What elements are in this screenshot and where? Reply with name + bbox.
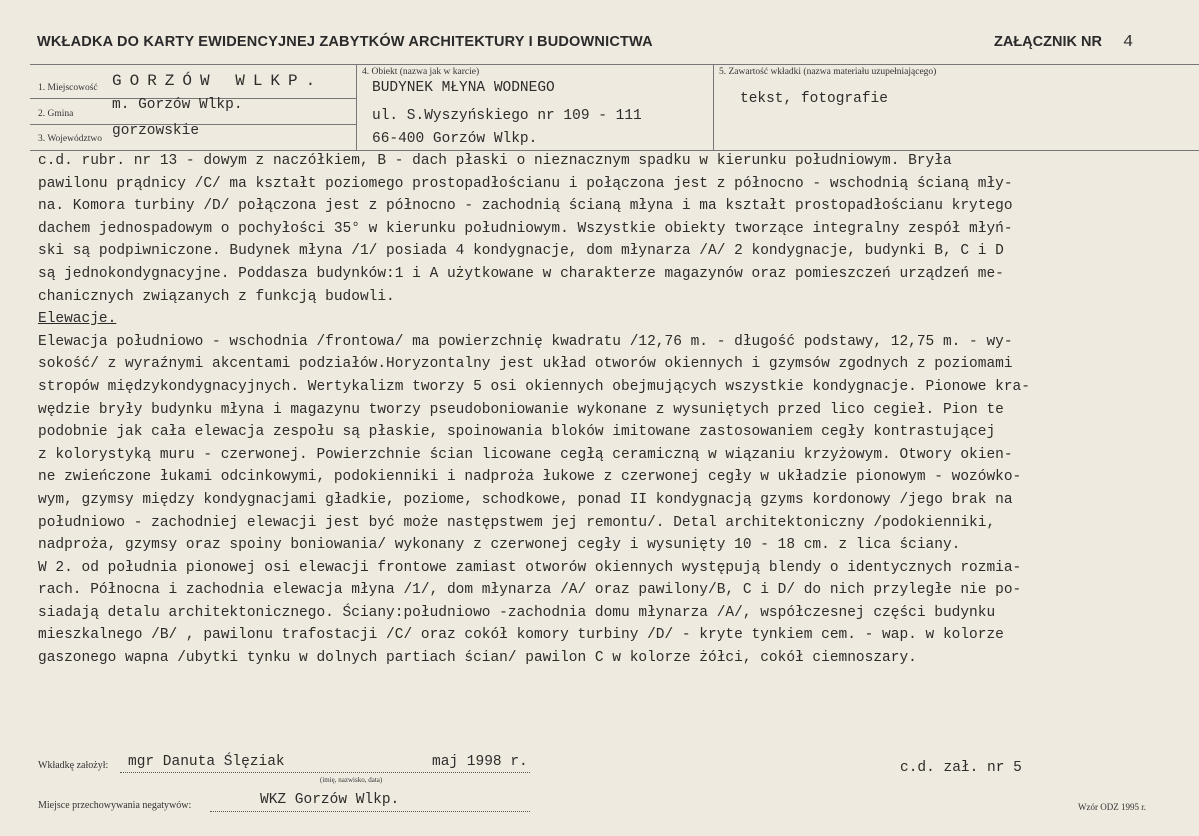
miejsce-label: Miejsce przechowywania negatywów:: [38, 800, 192, 811]
section-line: z kolorystyką muru - czerwonej. Powierzchnie ścian licowane cegłą ceramiczną w wiązaniu krzyżowym. Otwory okien-: [38, 446, 1013, 463]
description-text: [38, 150, 1188, 670]
zawartosc-value: tekst, fotografie: [740, 91, 888, 107]
form-version: Wzór ODZ 1995 r.: [1078, 802, 1146, 812]
section-line: rach. Północna i zachodnia elewacja młyna /1/, dom młynarza /A/ oraz pawilony/B, C i D/ do nich przyległe nie po-: [38, 582, 1022, 599]
section-line: sokość/ z wyraźnymi akcentami podziałów.Horyzontalny jest układ otworów okiennych i gzymsów zgodnych z poziomami: [38, 356, 1013, 373]
section-line: południowo - zachodniej elewacji jest być może następstwem jej remontu/. Detal architektoniczny /podokienniki,: [38, 514, 996, 531]
zalozyl-hint: (imię, nazwisko, data): [320, 776, 383, 784]
body-line: chanicznych związanych z funkcją budowli.: [38, 288, 395, 305]
section-line: mieszkalnego /B/ , pawilonu trafostacji /C/ oraz cokół komory turbiny /D/ - kryte tynkiem cem. - wap. w kolorze: [38, 627, 1004, 644]
section-line: gaszonego wapna /ubytki tynku w dolnych partiach ścian/ pawilon C w kolorze żółci, cokół ciemnoszary.: [38, 650, 917, 667]
obiekt-label: 4. Obiekt (nazwa jak w karcie): [362, 67, 480, 77]
body-line: c.d. rubr. nr 13 - dowym z naczółkiem, B - dach płaski o nieznacznym spadku w kierunku południowym. Bryła: [38, 153, 952, 169]
field-separator-2: [713, 64, 714, 150]
wojewodztwo-label: 3. Województwo: [38, 134, 102, 144]
section-line: podobnie jak cała elewacja zespołu są płaskie, spoinowania bloków imitowane zastosowaniem cegły kontrastującej: [38, 424, 996, 441]
miejscowosc-value: GORZÓW WLKP.: [112, 72, 324, 90]
zawartosc-label: 5. Zawartość wkładki (nazwa materiału uzupełniającego): [719, 67, 937, 77]
body-line: pawilonu prądnicy /C/ ma kształt poziomego prostopadłościanu i połączona jest z północno - wschodnią ścianą mły-: [38, 175, 1013, 192]
card-title: WKŁADKA DO KARTY EWIDENCYJNEJ ZABYTKÓW ARCHITEKTURY I BUDOWNICTWA: [37, 34, 653, 50]
section-line: siadają detalu architektonicznego. Ściany:południowo -zachodnia domu młynarza /A/, współczesnej części budynku: [38, 604, 996, 621]
date-value: maj 1998 r.: [432, 754, 528, 770]
section-line: ne zwieńczone łukami odcinkowymi, podokienniki i nadproża łukowe z czerwonej cegły w układzie pionowym - wozówko-: [38, 469, 1022, 486]
section-title: Elewacje.: [38, 311, 117, 328]
annex-number: 4: [1123, 33, 1134, 52]
section-line: wędzie bryły budynku młyna i magazynu tworzy pseudoboniowanie wykonane z wysuniętych przed lico cegieł. Pion te: [38, 401, 1004, 418]
gmina-value: m. Gorzów Wlkp.: [112, 97, 243, 113]
obiekt-line3: 66-400 Gorzów Wlkp.: [372, 131, 538, 147]
body-line: na. Komora turbiny /D/ połączona jest z północno - zachodnią ścianą młyna i ma kształt prostopadłościanu krytego: [38, 198, 1013, 215]
section-line: wym, gzymsy między kondygnacjami gładkie, poziome, schodkowe, ponad II kondygnacją gzyms kordonowy /jego brak na: [38, 491, 1013, 508]
obiekt-line1: BUDYNEK MŁYNA WODNEGO: [372, 80, 555, 96]
top-rule: [30, 64, 1199, 65]
section-line: W 2. od południa pionowej osi elewacji frontowe zamiast otworów okiennych występują blendy o identycznych rozmia-: [38, 559, 1022, 576]
body-line: dachem jednospadowym o pochyłości 35° w kierunku południowym. Wszystkie obiekty tworzące integralny zespół młyń-: [38, 220, 1013, 237]
field-separator-1: [356, 64, 357, 150]
zalozyl-label: Wkładkę założył:: [38, 760, 109, 771]
section-line: Elewacja południowo - wschodnia /frontowa/ ma powierzchnię kwadratu /12,76 m. - długość podstawy, 12,75 m. - wy-: [38, 333, 1013, 350]
miejsce-value: WKZ Gorzów Wlkp.: [260, 792, 400, 808]
annex-label: ZAŁĄCZNIK NR: [994, 34, 1102, 50]
wojewodztwo-value: gorzowskie: [112, 123, 200, 139]
section-line: nadproża, gzymsy oraz spoiny boniowania/ wykonany z czerwonej cegły i wysunięty 10 - 18 cm. z lica ściany.: [38, 537, 961, 554]
body-line: są jednokondygnacyjne. Poddasza budynków:1 i A użytkowane w charakterze magazynów oraz pomieszczeń urządzeń me-: [38, 265, 1004, 282]
body-line: ski są podpiwniczone. Budynek młyna /1/ posiada 4 kondygnacje, dom młynarza /A/ 2 kondygnacje, budynki B, C i D: [38, 243, 1004, 260]
miejsce-dotted-line: [210, 811, 530, 812]
miejscowosc-label: 1. Miejscowość: [38, 83, 98, 93]
gmina-label: 2. Gmina: [38, 109, 74, 119]
obiekt-line2: ul. S.Wyszyńskiego nr 109 - 111: [372, 108, 642, 124]
zalozyl-dotted-line: [120, 772, 530, 773]
zalozyl-value: mgr Danuta Ślęziak: [128, 754, 285, 770]
continuation-note: c.d. zał. nr 5: [900, 760, 1022, 776]
section-line: stropów międzykondygnacyjnych. Wertykalizm tworzy 5 osi okiennych obejmujących wszystkie kondygnacje. Pionowe kra-: [38, 378, 1030, 395]
